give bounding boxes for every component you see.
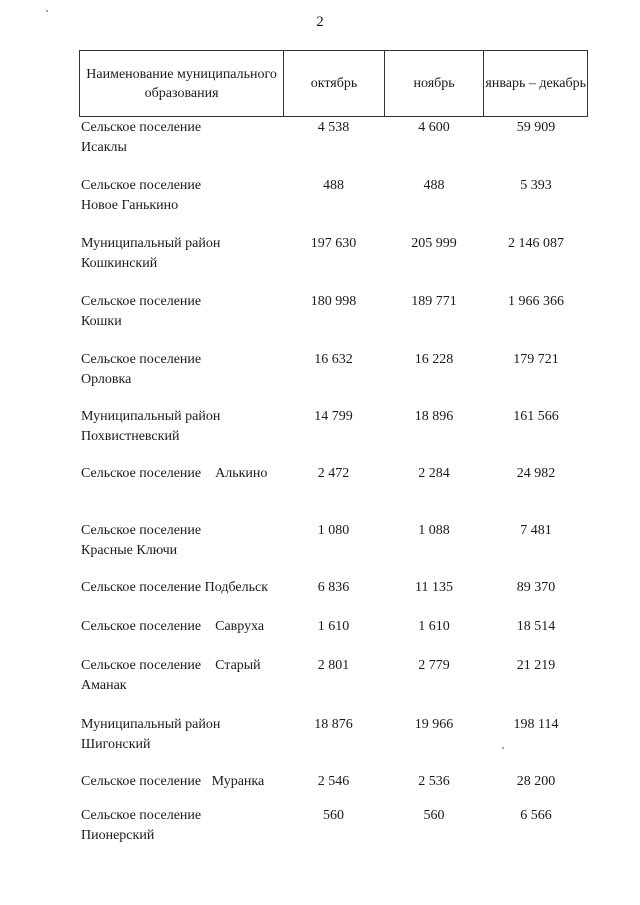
row-jan-dec: 89 370 [516,580,556,595]
row-november: 16 228 [414,352,454,367]
table-row [79,656,588,696]
row-jan-dec: 28 200 [516,774,556,789]
row-november: 560 [423,808,445,823]
row-october: 2 546 [317,774,350,789]
table-row [79,118,588,158]
row-october: 18 876 [314,717,353,732]
row-name: Сельское поселение Кошки [81,294,202,329]
row-name: Сельское поселение Пионерский [81,808,202,843]
row-october: 488 [323,178,344,193]
row-name: Сельское поселение Исаклы [81,120,202,155]
row-november: 19 966 [414,717,454,732]
row-name: Муниципальный район Похвистневский [81,409,221,444]
row-october: 1 080 [317,523,350,538]
row-november: 2 536 [418,774,450,789]
table-row [79,234,588,274]
row-name: Муниципальный район Шигонский [81,717,221,752]
row-jan-dec: 1 966 366 [508,294,564,309]
row-november: 189 771 [411,294,457,309]
row-name: Сельское поселение Новое Ганькино [81,178,202,213]
row-october: 16 632 [314,352,353,367]
row-october: 180 998 [310,294,357,309]
header-jan-dec: январь – декабрь [483,51,587,116]
row-jan-dec: 21 219 [516,658,556,673]
row-name: Сельское поселение Муранка [81,774,265,789]
row-jan-dec: 198 114 [513,717,559,732]
row-jan-dec: 18 514 [516,619,556,634]
row-name: Муниципальный район Кошкинский [81,236,221,271]
row-jan-dec: 161 566 [513,409,559,424]
row-jan-dec: 59 909 [516,120,556,135]
header-october: октябрь [283,51,384,116]
row-jan-dec: 24 982 [516,466,556,481]
header-municipality: Наименование муниципального образования [86,66,277,101]
row-name: Сельское поселение Орловка [81,352,202,387]
table-row [79,292,588,332]
table-row [79,521,588,561]
row-name: Сельское поселение Алькино [81,466,268,481]
row-name: Сельское поселение Старый Аманак [81,658,261,693]
scan-speck [502,747,504,749]
row-november: 11 135 [415,580,453,595]
row-november: 205 999 [411,236,457,251]
row-october: 2 472 [317,466,350,481]
table-header [79,50,588,117]
row-november: 2 779 [418,658,450,673]
row-november: 1 610 [418,619,450,634]
row-november: 1 088 [418,523,450,538]
row-november: 18 896 [414,409,454,424]
row-name: Сельское поселение Подбельск [81,580,268,595]
row-october: 560 [323,808,344,823]
table-row [79,578,588,598]
row-october: 14 799 [314,409,353,424]
row-november: 488 [423,178,445,193]
table-row [79,407,588,447]
table-row [79,176,588,216]
table-row [79,806,588,846]
row-jan-dec: 6 566 [520,808,552,823]
table-row [79,715,588,755]
row-name: Сельское поселение Савруха [81,619,265,634]
scan-speck [46,10,48,12]
row-october: 1 610 [317,619,350,634]
page-number: 2 [316,14,324,30]
row-october: 197 630 [310,236,357,251]
table-row [79,772,588,792]
row-jan-dec: 5 393 [520,178,552,193]
row-name: Сельское поселение Красные Ключи [81,523,202,558]
row-october: 4 538 [317,120,350,135]
row-november: 2 284 [418,466,450,481]
header-november: ноябрь [384,51,484,116]
table-row [79,350,588,390]
row-jan-dec: 179 721 [513,352,559,367]
row-november: 4 600 [418,120,450,135]
table-row [79,464,588,484]
row-jan-dec: 7 481 [520,523,552,538]
row-jan-dec: 2 146 087 [508,236,564,251]
row-october: 2 801 [317,658,350,673]
table-row [79,617,588,637]
row-october: 6 836 [317,580,350,595]
